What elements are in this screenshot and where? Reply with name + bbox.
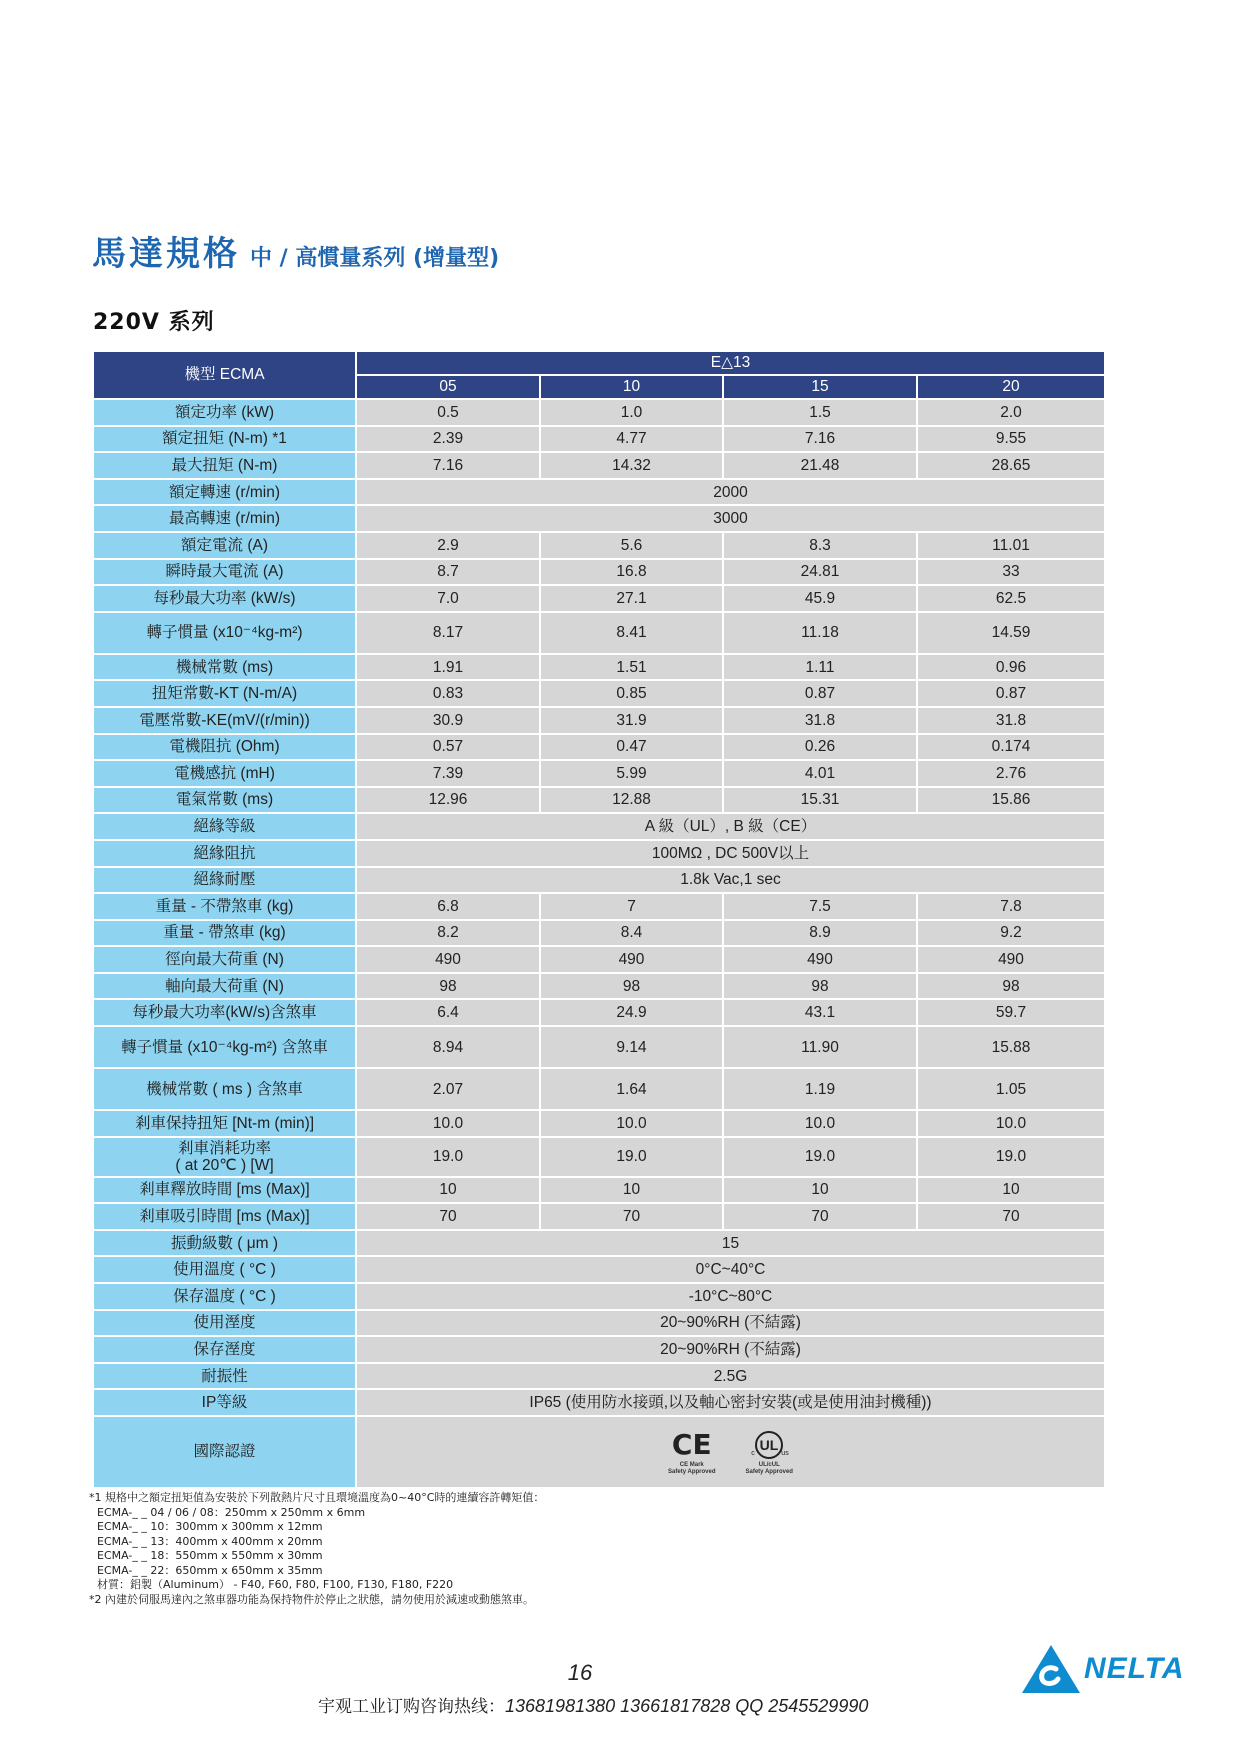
spec-value: 1.11 (723, 654, 917, 681)
spec-span-value: 0°C~40°C (356, 1256, 1105, 1283)
footnote-line: *1 規格中之額定扭矩值為安裝於下列散熱片尺寸且環境溫度為0~40°C時的連續容許轉矩值： (89, 1491, 545, 1504)
spec-value: 490 (723, 946, 917, 973)
spec-value: 7.5 (723, 893, 917, 920)
spec-value: 0.57 (356, 734, 540, 761)
spec-value: 30.9 (356, 707, 540, 734)
spec-row-label: 額定功率 (kW) (93, 399, 356, 426)
spec-value: 6.8 (356, 893, 540, 920)
spec-row-label: 絕緣等級 (93, 813, 356, 840)
spec-value: 27.1 (540, 585, 723, 612)
spec-row (93, 707, 1105, 734)
spec-value: 31.9 (540, 707, 723, 734)
spec-row (93, 1026, 1105, 1068)
heading-main: 馬達規格 (92, 234, 240, 274)
spec-value: 24.81 (723, 559, 917, 586)
spec-row (93, 1110, 1105, 1137)
spec-row (93, 680, 1105, 707)
spec-value: 0.26 (723, 734, 917, 761)
spec-value: 2.9 (356, 532, 540, 559)
spec-value: 490 (917, 946, 1105, 973)
spec-value: 70 (540, 1203, 723, 1230)
spec-row-label: 最高轉速 (r/min) (93, 505, 356, 532)
spec-value: 98 (356, 973, 540, 1000)
spec-value: 19.0 (540, 1137, 723, 1177)
model-header: 05 (356, 375, 540, 399)
delta-triangle-icon (1020, 1643, 1082, 1695)
spec-span-value: 1.8k Vac,1 sec (356, 867, 1105, 894)
spec-row-label: 額定轉速 (r/min) (93, 479, 356, 506)
ce-mark-icon: CE (671, 1428, 712, 1461)
ce-cert (668, 1428, 715, 1476)
spec-value: 8.41 (540, 612, 723, 654)
spec-value: 0.47 (540, 734, 723, 761)
spec-value: 19.0 (356, 1137, 540, 1177)
spec-row (93, 946, 1105, 973)
spec-value: 10.0 (723, 1110, 917, 1137)
spec-row (93, 1389, 1105, 1416)
spec-value: 10 (917, 1177, 1105, 1204)
spec-value: 12.96 (356, 787, 540, 814)
spec-value: 7.39 (356, 760, 540, 787)
spec-value: 19.0 (723, 1137, 917, 1177)
spec-row (93, 399, 1105, 426)
spec-row (93, 1230, 1105, 1257)
spec-value: 5.6 (540, 532, 723, 559)
svg-text:UL: UL (759, 1437, 779, 1453)
spec-value: 1.5 (723, 399, 917, 426)
spec-row (93, 920, 1105, 947)
spec-value: 1.19 (723, 1068, 917, 1110)
spec-value: 2.39 (356, 426, 540, 453)
spec-row-label: 保存溫度 ( °C ) (93, 1283, 356, 1310)
series-title: 220V 系列 (93, 310, 215, 335)
spec-row-label: 振動級數 ( μm ) (93, 1230, 356, 1257)
spec-row-label: 絕緣耐壓 (93, 867, 356, 894)
spec-value: 1.05 (917, 1068, 1105, 1110)
spec-row-label: 每秒最大功率(kW/s)含煞車 (93, 999, 356, 1026)
spec-value: 31.8 (917, 707, 1105, 734)
spec-span-value: 15 (356, 1230, 1105, 1257)
spec-row-label: 剎車消耗功率 ( at 20℃ ) [W] (93, 1137, 356, 1177)
spec-value: 98 (540, 973, 723, 1000)
spec-value: 15.86 (917, 787, 1105, 814)
spec-value: 7.8 (917, 893, 1105, 920)
spec-value: 21.48 (723, 452, 917, 479)
spec-value: 1.51 (540, 654, 723, 681)
spec-row-label: 最大扭矩 (N-m) (93, 452, 356, 479)
spec-value: 98 (723, 973, 917, 1000)
spec-value: 62.5 (917, 585, 1105, 612)
spec-row-label: 機械常數 ( ms ) 含煞車 (93, 1068, 356, 1110)
spec-value: 2.76 (917, 760, 1105, 787)
spec-value: 9.55 (917, 426, 1105, 453)
ul-mark-icon (747, 1428, 791, 1462)
spec-row (93, 1137, 1105, 1177)
spec-row (93, 532, 1105, 559)
svg-text:c: c (751, 1450, 755, 1457)
spec-row (93, 1310, 1105, 1337)
spec-value: 4.77 (540, 426, 723, 453)
spec-row-label: 電機感抗 (mH) (93, 760, 356, 787)
spec-value: 10 (540, 1177, 723, 1204)
spec-value: 490 (540, 946, 723, 973)
spec-value: 8.4 (540, 920, 723, 947)
spec-row (93, 505, 1105, 532)
spec-row (93, 452, 1105, 479)
hotline (318, 1692, 868, 1717)
spec-row (93, 1283, 1105, 1310)
spec-value: 8.2 (356, 920, 540, 947)
spec-row (93, 1068, 1105, 1110)
spec-row-label: 剎車吸引時間 [ms (Max)] (93, 1203, 356, 1230)
spec-row-label: 耐振性 (93, 1363, 356, 1390)
spec-row-label: 剎車保持扭矩 [Nt-m (min)] (93, 1110, 356, 1137)
spec-value: 1.91 (356, 654, 540, 681)
spec-value: 9.2 (917, 920, 1105, 947)
spec-row-label: 保存溼度 (93, 1336, 356, 1363)
spec-row (93, 973, 1105, 1000)
spec-row (93, 612, 1105, 654)
spec-row-label: 剎車釋放時間 [ms (Max)] (93, 1177, 356, 1204)
spec-value: 10 (356, 1177, 540, 1204)
spec-value: 8.94 (356, 1026, 540, 1068)
spec-value: 0.174 (917, 734, 1105, 761)
spec-value: 4.01 (723, 760, 917, 787)
spec-value: 0.83 (356, 680, 540, 707)
ce-caption: CE Mark (679, 1462, 704, 1468)
cert-label: 國際認證 (93, 1416, 356, 1488)
spec-row (93, 1363, 1105, 1390)
spec-row (93, 893, 1105, 920)
spec-value: 1.0 (540, 399, 723, 426)
spec-value: 15.88 (917, 1026, 1105, 1068)
spec-row-label: 使用溫度 ( °C ) (93, 1256, 356, 1283)
spec-value: 33 (917, 559, 1105, 586)
spec-row-label: 額定電流 (A) (93, 532, 356, 559)
footnotes (89, 1491, 544, 1607)
spec-value: 7.16 (356, 452, 540, 479)
footnote-line: ECMA-_ _ 04 / 06 / 08：250mm x 250mm x 6mm (97, 1505, 366, 1519)
svg-text:us: us (781, 1450, 789, 1457)
spec-value: 0.96 (917, 654, 1105, 681)
spec-span-value: IP65 (使用防水接頭,以及軸心密封安裝(或是使用油封機種)) (356, 1389, 1105, 1416)
spec-value: 10.0 (540, 1110, 723, 1137)
spec-row (93, 734, 1105, 761)
spec-value: 28.65 (917, 452, 1105, 479)
spec-span-value: 2.5G (356, 1363, 1105, 1390)
family-header: E△13 (356, 351, 1105, 375)
footnote-line: ECMA-_ _ 18：550mm x 550mm x 30mm (97, 1549, 323, 1562)
ul-cert (746, 1428, 793, 1476)
spec-value: 59.7 (917, 999, 1105, 1026)
spec-row-label: 徑向最大荷重 (N) (93, 946, 356, 973)
spec-row (93, 1203, 1105, 1230)
footnote-line: ECMA-_ _ 22：650mm x 650mm x 35mm (97, 1563, 323, 1577)
spec-span-value: A 級（UL）, B 級（CE） (356, 813, 1105, 840)
footnote-line: ECMA-_ _ 13：400mm x 400mm x 20mm (97, 1534, 323, 1548)
spec-span-value: 20~90%RH (不結露) (356, 1310, 1105, 1337)
spec-value: 2.07 (356, 1068, 540, 1110)
spec-row-label: 電機阻抗 (Ohm) (93, 734, 356, 761)
cert-cell (356, 1416, 1105, 1488)
spec-row-label: 重量 - 帶煞車 (kg) (93, 920, 356, 947)
spec-value: 14.32 (540, 452, 723, 479)
spec-span-value: 20~90%RH (不結露) (356, 1336, 1105, 1363)
spec-value: 11.01 (917, 532, 1105, 559)
delta-wordmark: NELTA (1084, 1652, 1185, 1685)
hotline-label: 宇观工业订购咨询热线： (318, 1697, 505, 1717)
page-number: 16 (567, 1660, 593, 1685)
spec-span-value: 100MΩ , DC 500V以上 (356, 840, 1105, 867)
spec-value: 0.87 (723, 680, 917, 707)
spec-value: 8.7 (356, 559, 540, 586)
spec-row (93, 1336, 1105, 1363)
spec-row-label: 瞬時最大電流 (A) (93, 559, 356, 586)
spec-value: 0.5 (356, 399, 540, 426)
spec-row-label: 扭矩常數-KT (N-m/A) (93, 680, 356, 707)
spec-value: 490 (356, 946, 540, 973)
spec-value: 15.31 (723, 787, 917, 814)
spec-row (93, 867, 1105, 894)
spec-row (93, 426, 1105, 453)
spec-row-label: 重量 - 不帶煞車 (kg) (93, 893, 356, 920)
footnote-line: 材質：鋁製（Aluminum） - F40, F60, F80, F100, F130, F180, F220 (97, 1578, 454, 1591)
spec-row (93, 559, 1105, 586)
spec-value: 6.4 (356, 999, 540, 1026)
spec-value: 0.85 (540, 680, 723, 707)
spec-row (93, 813, 1105, 840)
footnote-line: *2 內建於伺服馬達內之煞車器功能為保持物件於停止之狀態，請勿使用於減速或動態煞車。 (89, 1592, 534, 1606)
spec-value: 10.0 (917, 1110, 1105, 1137)
spec-row (93, 1177, 1105, 1204)
spec-row-label: 電壓常數-KE(mV/(r/min)) (93, 707, 356, 734)
spec-value: 70 (723, 1203, 917, 1230)
spec-row (93, 1256, 1105, 1283)
spec-row (93, 654, 1105, 681)
model-header: 10 (540, 375, 723, 399)
spec-span-value: 2000 (356, 479, 1105, 506)
model-header: 15 (723, 375, 917, 399)
spec-value: 11.18 (723, 612, 917, 654)
spec-value: 9.14 (540, 1026, 723, 1068)
spec-row (93, 585, 1105, 612)
spec-row-label: 額定扭矩 (N-m) *1 (93, 426, 356, 453)
footnote-line: ECMA-_ _ 10：300mm x 300mm x 12mm (97, 1520, 323, 1533)
spec-value: 16.8 (540, 559, 723, 586)
spec-value: 70 (917, 1203, 1105, 1230)
spec-value: 43.1 (723, 999, 917, 1026)
spec-value: 10 (723, 1177, 917, 1204)
spec-value: 8.17 (356, 612, 540, 654)
spec-row (93, 787, 1105, 814)
spec-value: 31.8 (723, 707, 917, 734)
ce-caption-2: Safety Approved (668, 1469, 716, 1475)
spec-value: 8.3 (723, 532, 917, 559)
spec-value: 14.59 (917, 612, 1105, 654)
spec-row (93, 840, 1105, 867)
spec-value: 7 (540, 893, 723, 920)
ul-caption: UL/cUL (758, 1462, 780, 1468)
spec-row-label: 使用溼度 (93, 1310, 356, 1337)
spec-span-value: -10°C~80°C (356, 1283, 1105, 1310)
spec-row-label: 軸向最大荷重 (N) (93, 973, 356, 1000)
spec-value: 0.87 (917, 680, 1105, 707)
spec-table (92, 350, 1106, 1489)
spec-value: 45.9 (723, 585, 917, 612)
spec-row-label: IP等級 (93, 1389, 356, 1416)
spec-value: 12.88 (540, 787, 723, 814)
delta-logo (1020, 1643, 1185, 1695)
spec-row-label: 轉子慣量 (x10⁻⁴kg-m²) (93, 612, 356, 654)
spec-row (93, 479, 1105, 506)
spec-row (93, 999, 1105, 1026)
hotline-numbers: 13681981380 13661817828 QQ 2545529990 (505, 1696, 869, 1716)
spec-row-label: 轉子慣量 (x10⁻⁴kg-m²) 含煞車 (93, 1026, 356, 1068)
spec-value: 19.0 (917, 1137, 1105, 1177)
spec-value: 8.9 (723, 920, 917, 947)
spec-row-label: 絕緣阻抗 (93, 840, 356, 867)
spec-row-label: 機械常數 (ms) (93, 654, 356, 681)
spec-value: 7.16 (723, 426, 917, 453)
spec-row-label: 每秒最大功率 (kW/s) (93, 585, 356, 612)
heading-sub: 中 / 高慣量系列 (增量型) (250, 246, 500, 271)
spec-row-label: 電氣常數 (ms) (93, 787, 356, 814)
model-header: 20 (917, 375, 1105, 399)
spec-value: 11.90 (723, 1026, 917, 1068)
spec-span-value: 3000 (356, 505, 1105, 532)
spec-value: 24.9 (540, 999, 723, 1026)
spec-value: 70 (356, 1203, 540, 1230)
spec-row (93, 760, 1105, 787)
spec-value: 1.64 (540, 1068, 723, 1110)
model-label-header: 機型 ECMA (93, 351, 356, 399)
spec-value: 10.0 (356, 1110, 540, 1137)
spec-value: 98 (917, 973, 1105, 1000)
spec-value: 7.0 (356, 585, 540, 612)
spec-value: 2.0 (917, 399, 1105, 426)
page-heading (92, 226, 499, 275)
spec-value: 5.99 (540, 760, 723, 787)
ul-caption-2: Safety Approved (745, 1469, 793, 1475)
